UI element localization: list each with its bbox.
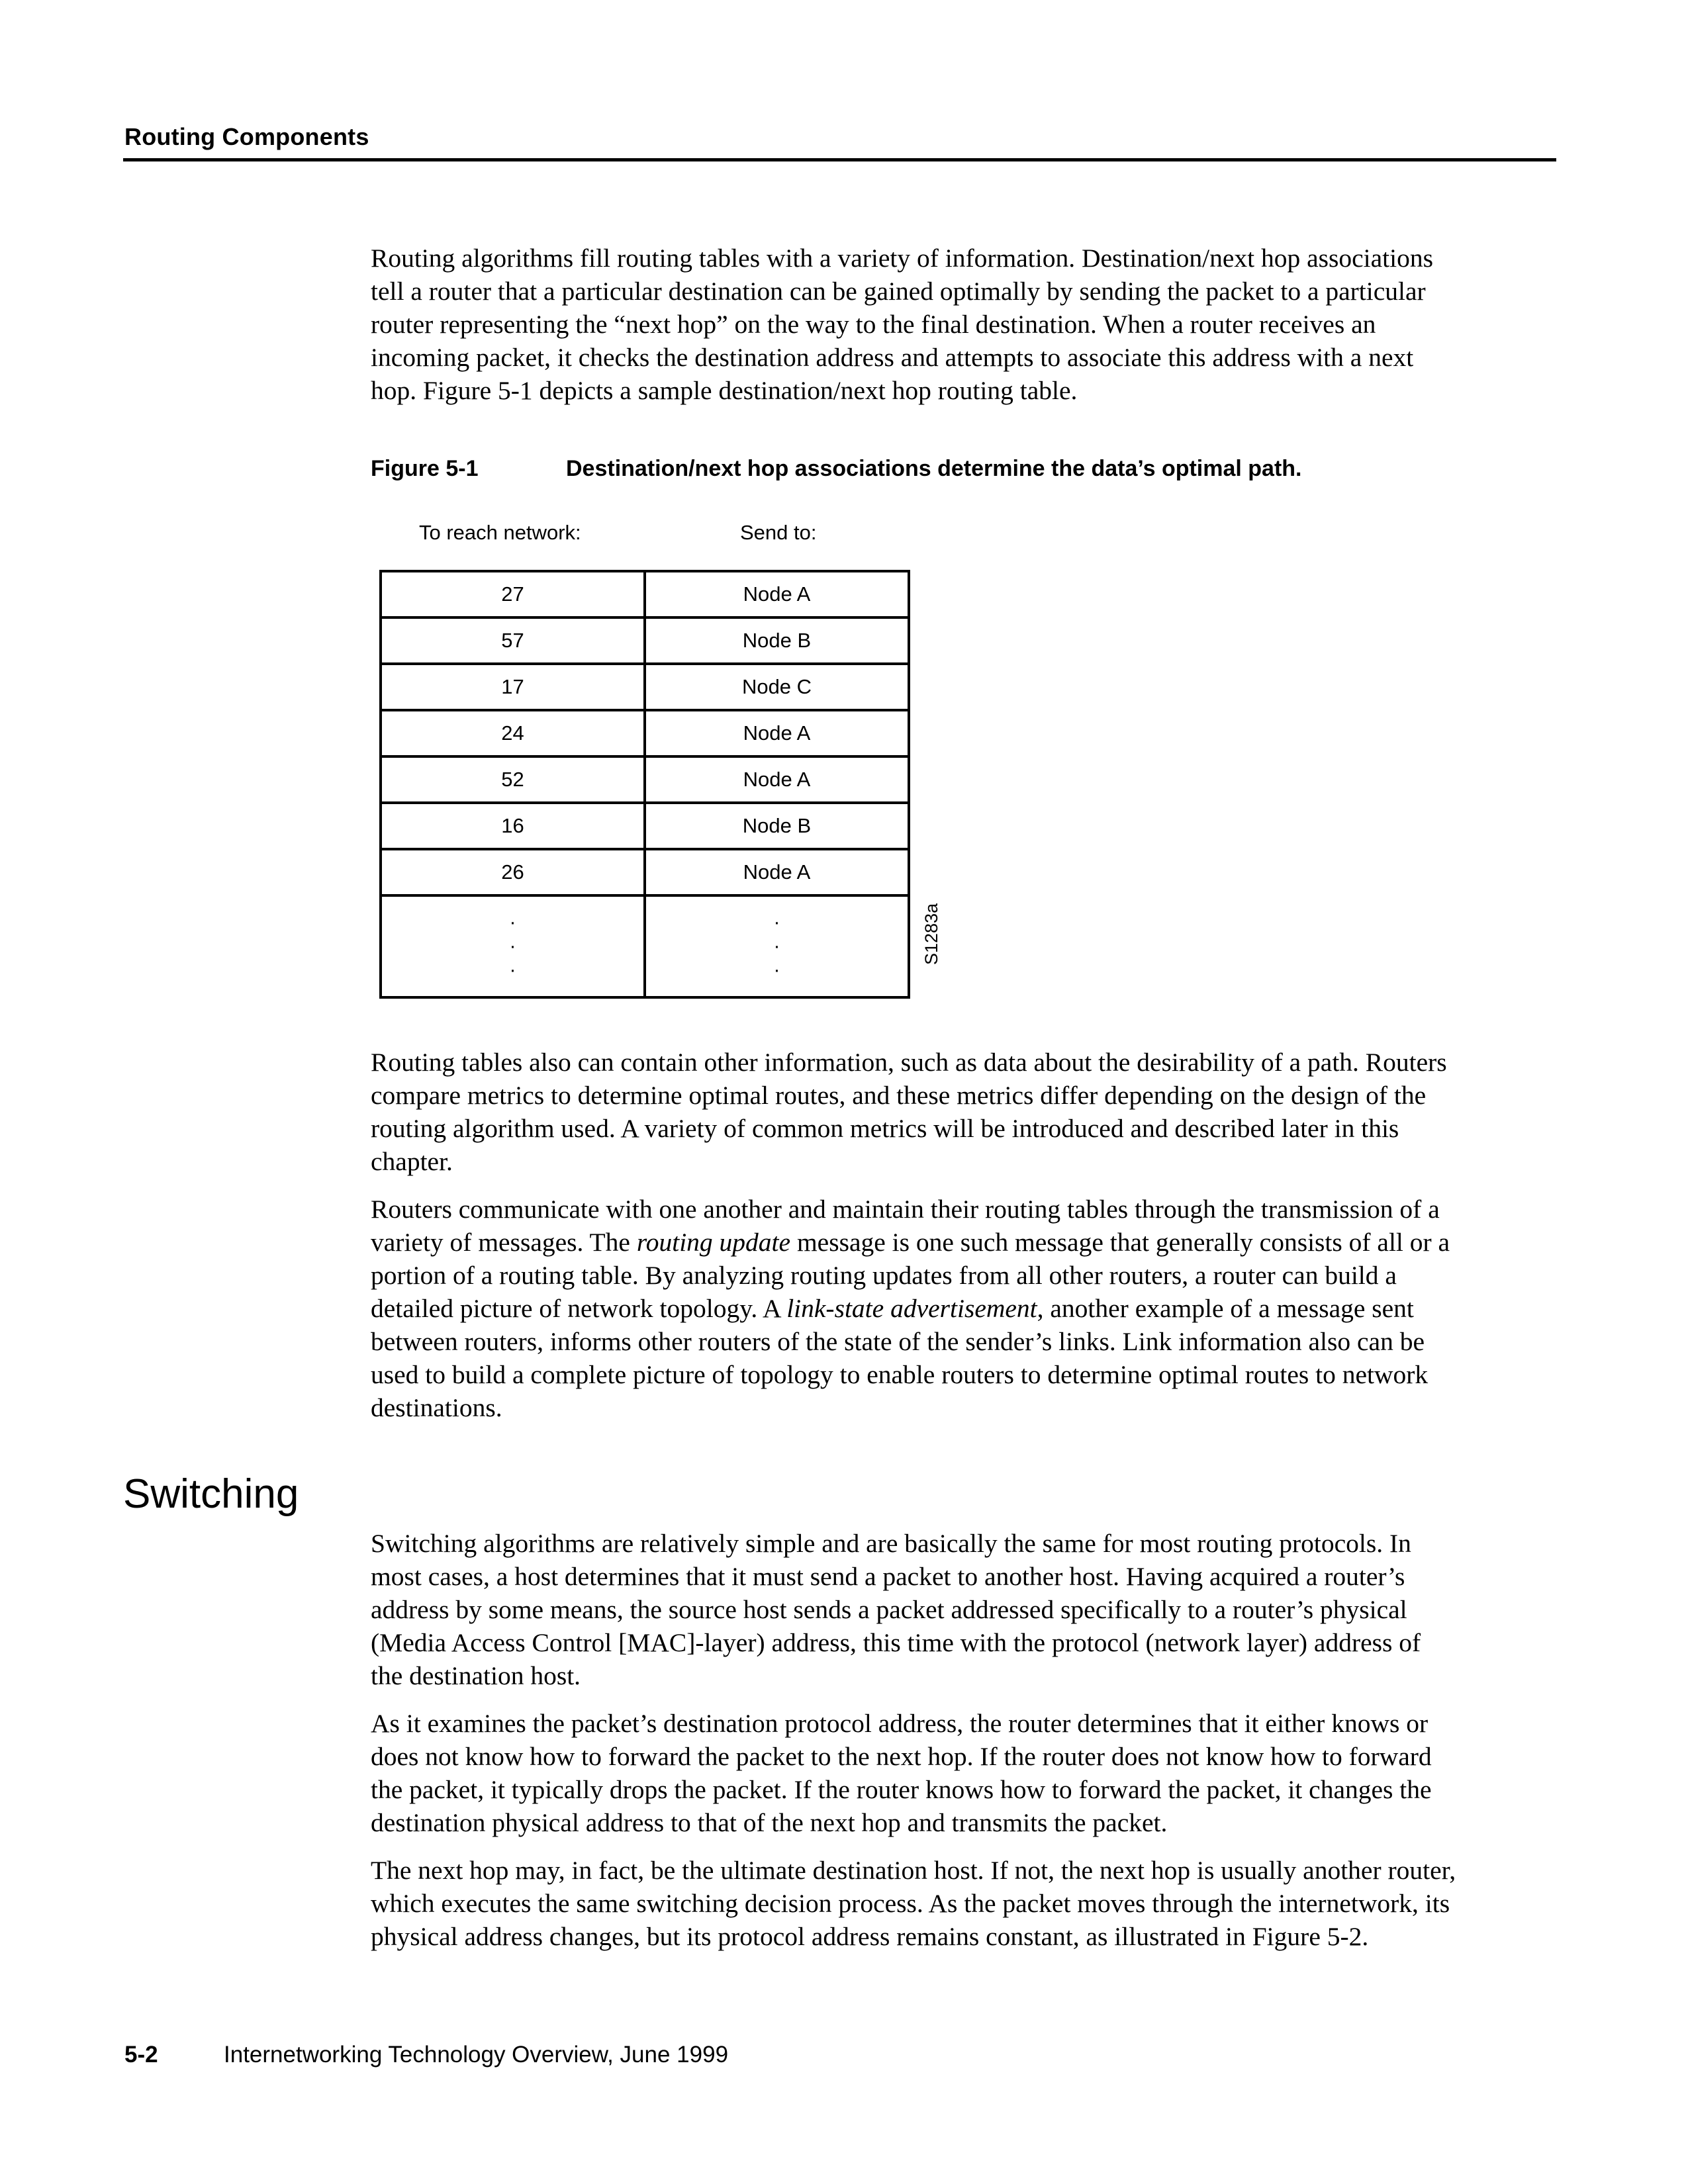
table-row [381,803,909,849]
body-paragraph: Switching algorithms are relatively simple and are basically the same for most routing protocols. In most cases, a host determines that it must send a packet to another host. Having acquired a router’s address by some means, the source host sends a packet addressed specifically to a router’s physical (Media Access Control [MAC]-layer) address, this time with the protocol (network layer) address of the destination host. [371,1529,1421,1690]
table-row [381,571,909,617]
column-header-network: To reach network: [419,521,581,544]
network-cell: 52 [381,756,645,803]
send-to-cell: Node B [645,803,909,849]
network-cell: 26 [381,849,645,895]
intro-paragraph [371,242,1456,407]
network-cell: 24 [381,710,645,756]
routing-table [379,570,910,999]
table-row [381,617,909,664]
paragraph-text: Routing tables also can contain other information, such as data about the desirability of a path. Routers compare metrics to determine optimal routes, and these metrics differ depending on the design of the routing algorithm used. A variety of common metrics will be introduced and described later in this chapter. [371,1048,1447,1176]
ellipsis-cell [645,895,909,997]
send-to-cell: Node A [645,710,909,756]
figure-caption-text: Destination/next hop associations determine the data’s optimal path. [566,456,1302,481]
page-footer [124,2042,728,2068]
send-to-cell: Node A [645,571,909,617]
network-cell: 17 [381,664,645,710]
routing-paragraphs [371,1046,1456,1424]
figure-id-label: S1283a [921,903,941,965]
ellipsis-dot: · [509,911,516,933]
network-cell: 57 [381,617,645,664]
send-to-cell: Node B [645,617,909,664]
figure-caption [371,456,1302,482]
body-paragraph [371,1046,1456,1178]
emphasized-term: link-state advertisement [786,1294,1037,1323]
table-row [381,756,909,803]
ellipsis-dot: · [773,959,780,981]
paragraph-text: message is one such message that generally consists of all or a portion of a routing table. By analyzing routing updates from all other routers, a router can build a detailed picture of network topology. A [371,1228,1450,1323]
figure-number: Figure 5-1 [371,456,479,481]
send-to-cell: Node C [645,664,909,710]
ellipsis-cell [381,895,645,997]
body-paragraph [371,1193,1456,1424]
paragraph-text: Routers communicate with one another and maintain their routing tables through the transmission of a variety of messages. The [371,1195,1440,1257]
table-row [381,849,909,895]
paragraph-text: , another example of a message sent between routers, informs other routers of the state of the sender’s links. Link information also can be used to build a complete picture of topology to enable routers to determine optimal routes to network destinations. [371,1294,1429,1422]
network-cell: 27 [381,571,645,617]
publication-title: Internetworking Technology Overview, June 1999 [224,2042,729,2068]
running-header-title: Routing Components [124,123,369,150]
emphasized-term: routing update [636,1228,791,1257]
column-header-send-to: Send to: [740,521,817,544]
body-paragraph: The next hop may, in fact, be the ultimate destination host. If not, the next hop is usually another router, which executes the same switching decision process. As the packet moves through the internetwork, its physical address changes, but its protocol address remains constant, as illustrated in Figure 5-2. [371,1856,1456,1951]
ellipsis-dot: · [509,935,516,957]
intro-paragraph-text: Routing algorithms fill routing tables with a variety of information. Destination/next hop associations tell a router that a particular destination can be gained optimally by sending the packet to a particular router representing the “next hop” on the way to the final destination. When a router receives an incoming packet, it checks the destination address and attempts to associate this address with a next hop. Figure 5-1 depicts a sample destination/next hop routing table. [371,244,1433,405]
ellipsis-dot: · [509,959,516,981]
table-row-ellipsis [381,895,909,997]
section-heading-switching: Switching [123,1471,299,1517]
ellipsis-dot: · [773,911,780,933]
send-to-cell: Node A [645,756,909,803]
send-to-cell: Node A [645,849,909,895]
header-rule [123,158,1556,161]
body-paragraph: As it examines the packet’s destination protocol address, the router determines that it either knows or does not know how to forward the packet to the next hop. If the router does not know how to forward the packet, it typically drops the packet. If the router knows how to forward the packet, it changes the destination physical address to that of the next hop and transmits the packet. [371,1709,1432,1837]
page-number: 5-2 [124,2042,158,2068]
table-row [381,710,909,756]
ellipsis-dot: · [773,935,780,957]
switching-paragraphs [371,1527,1456,1953]
table-row [381,664,909,710]
network-cell: 16 [381,803,645,849]
